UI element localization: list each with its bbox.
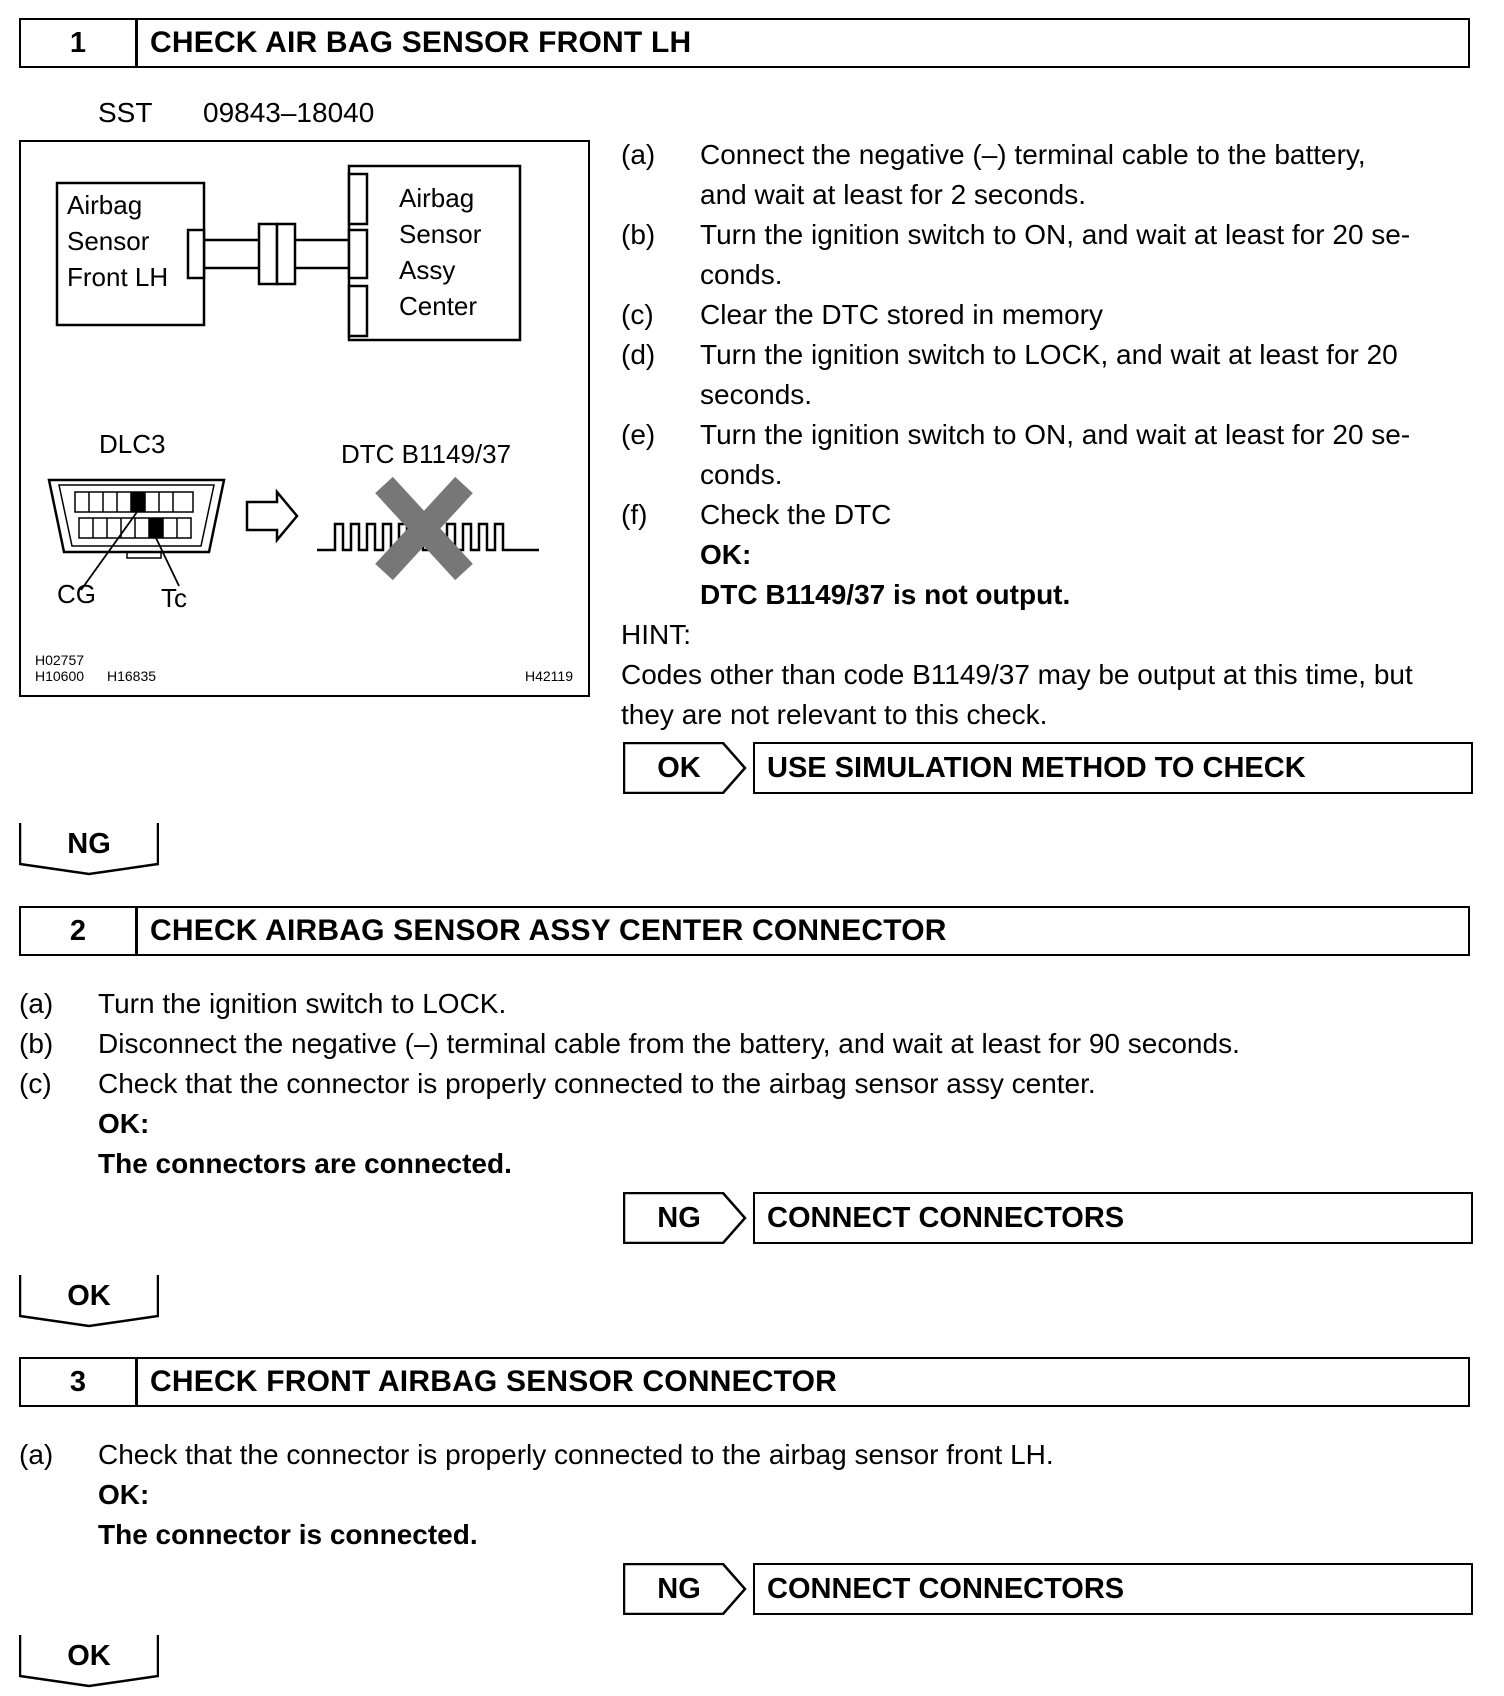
step1-flow-indicator (19, 822, 159, 876)
step1-result (623, 742, 1473, 794)
step-3-number: 3 (21, 1359, 138, 1405)
sensor-front-line-3: Front LH (67, 262, 169, 292)
dtc-label: DTC B1149/37 (341, 439, 512, 469)
code-right: H42119 (525, 668, 574, 684)
step2-item-c-text: Check that the connector is properly connected to the airbag sensor assy center. (98, 1068, 1096, 1099)
step1-item-c-line1: Clear the DTC stored in memory (700, 299, 1104, 330)
step2-flow-label: OK (67, 1280, 111, 1312)
sensor-center-line-2: Sensor (399, 219, 482, 249)
tc-label: Tc (161, 583, 187, 613)
step3-ok-text: The connector is connected. (98, 1519, 478, 1550)
step2-item-c-letter: (c) (19, 1068, 52, 1099)
code-left-1: H02757 (35, 652, 85, 668)
step2-item-a-text: Turn the ignition switch to LOCK. (98, 988, 507, 1019)
step-1-header (19, 18, 1470, 68)
sensor-center-line-1: Airbag (399, 183, 475, 213)
step3-result-tag (623, 1563, 747, 1615)
step-2-header (19, 906, 1470, 956)
step-1-title: CHECK AIR BAG SENSOR FRONT LH (150, 26, 692, 59)
step1-hint-label: HINT: (621, 619, 691, 650)
step1-flow-label: NG (67, 828, 111, 860)
step2-item-a-letter: (a) (19, 988, 54, 1019)
step1-item-f-letter: (f) (621, 499, 648, 530)
step2-ok-label: OK: (98, 1108, 150, 1139)
step1-item-c-letter: (c) (621, 299, 654, 330)
step3-item-a-letter: (a) (19, 1439, 54, 1470)
step1-item-b-letter: (b) (621, 219, 656, 250)
step3-ok-label: OK: (98, 1479, 150, 1510)
step1-result-tag-label: OK (657, 751, 701, 784)
sensor-center-line-3: Assy (399, 255, 456, 285)
step1-hint-line1: Codes other than code B1149/37 may be output at this time, but (621, 659, 1413, 690)
step2-result-tag-label: NG (657, 1201, 701, 1234)
step2-result-tag (623, 1192, 747, 1244)
step3-flow-indicator (19, 1634, 159, 1688)
step2-result-action: CONNECT CONNECTORS (753, 1192, 1473, 1244)
step3-result-tag-label: NG (657, 1572, 701, 1605)
cg-label: CG (57, 579, 96, 609)
sst-number: 09843–18040 (203, 97, 375, 128)
step-3-header (19, 1357, 1470, 1407)
code-left-3: H16835 (107, 668, 157, 684)
step2-item-b-letter: (b) (19, 1028, 54, 1059)
step1-item-e-letter: (e) (621, 419, 656, 450)
dlc3-label: DLC3 (99, 429, 166, 459)
step-3-title: CHECK FRONT AIRBAG SENSOR CONNECTOR (150, 1365, 838, 1398)
step1-item-d-letter: (d) (621, 339, 656, 370)
step1-item-f-line1: Check the DTC (700, 499, 892, 530)
step1-result-tag (623, 742, 747, 794)
step-2-number: 2 (21, 908, 138, 954)
step1-ok-label: OK: (700, 539, 752, 570)
step1-item-b-line1: Turn the ignition switch to ON, and wait at least for 20 se- (700, 219, 1411, 250)
step2-result (623, 1192, 1473, 1244)
step1-item-e-line1: Turn the ignition switch to ON, and wait at least for 20 se- (700, 419, 1411, 450)
step1-item-b-line2: conds. (700, 259, 783, 290)
step1-item-a-line1: Connect the negative (–) terminal cable to the battery, (700, 139, 1366, 170)
step1-item-a-line2: and wait at least for 2 seconds. (700, 179, 1086, 210)
sst-label: SST (98, 97, 153, 128)
step-2-title: CHECK AIRBAG SENSOR ASSY CENTER CONNECTOR (150, 914, 947, 947)
sensor-front-line-2: Sensor (67, 226, 150, 256)
step-1-number: 1 (21, 20, 138, 66)
step1-hint-line2: they are not relevant to this check. (621, 699, 1048, 730)
step1-result-action: USE SIMULATION METHOD TO CHECK (753, 742, 1473, 794)
step1-ok-text: DTC B1149/37 is not output. (700, 579, 1071, 610)
code-left-2: H10600 (35, 668, 85, 684)
step3-flow-label: OK (67, 1640, 111, 1672)
step2-ok-text: The connectors are connected. (98, 1148, 512, 1179)
step3-item-a-text: Check that the connector is properly connected to the airbag sensor front LH. (98, 1439, 1054, 1470)
step1-item-e-line2: conds. (700, 459, 783, 490)
sensor-center-line-4: Center (399, 291, 478, 321)
step1-item-d-line2: seconds. (700, 379, 813, 410)
step3-result (623, 1563, 1473, 1615)
step1-item-d-line1: Turn the ignition switch to LOCK, and wait at least for 20 (700, 339, 1398, 370)
step3-result-action: CONNECT CONNECTORS (753, 1563, 1473, 1615)
step1-item-a-letter: (a) (621, 139, 656, 170)
step2-flow-indicator (19, 1274, 159, 1328)
illustration-frame (19, 140, 590, 697)
sensor-front-line-1: Airbag (67, 190, 143, 220)
step2-item-b-text: Disconnect the negative (–) terminal cable from the battery, and wait at least for 90 seconds. (98, 1028, 1240, 1059)
